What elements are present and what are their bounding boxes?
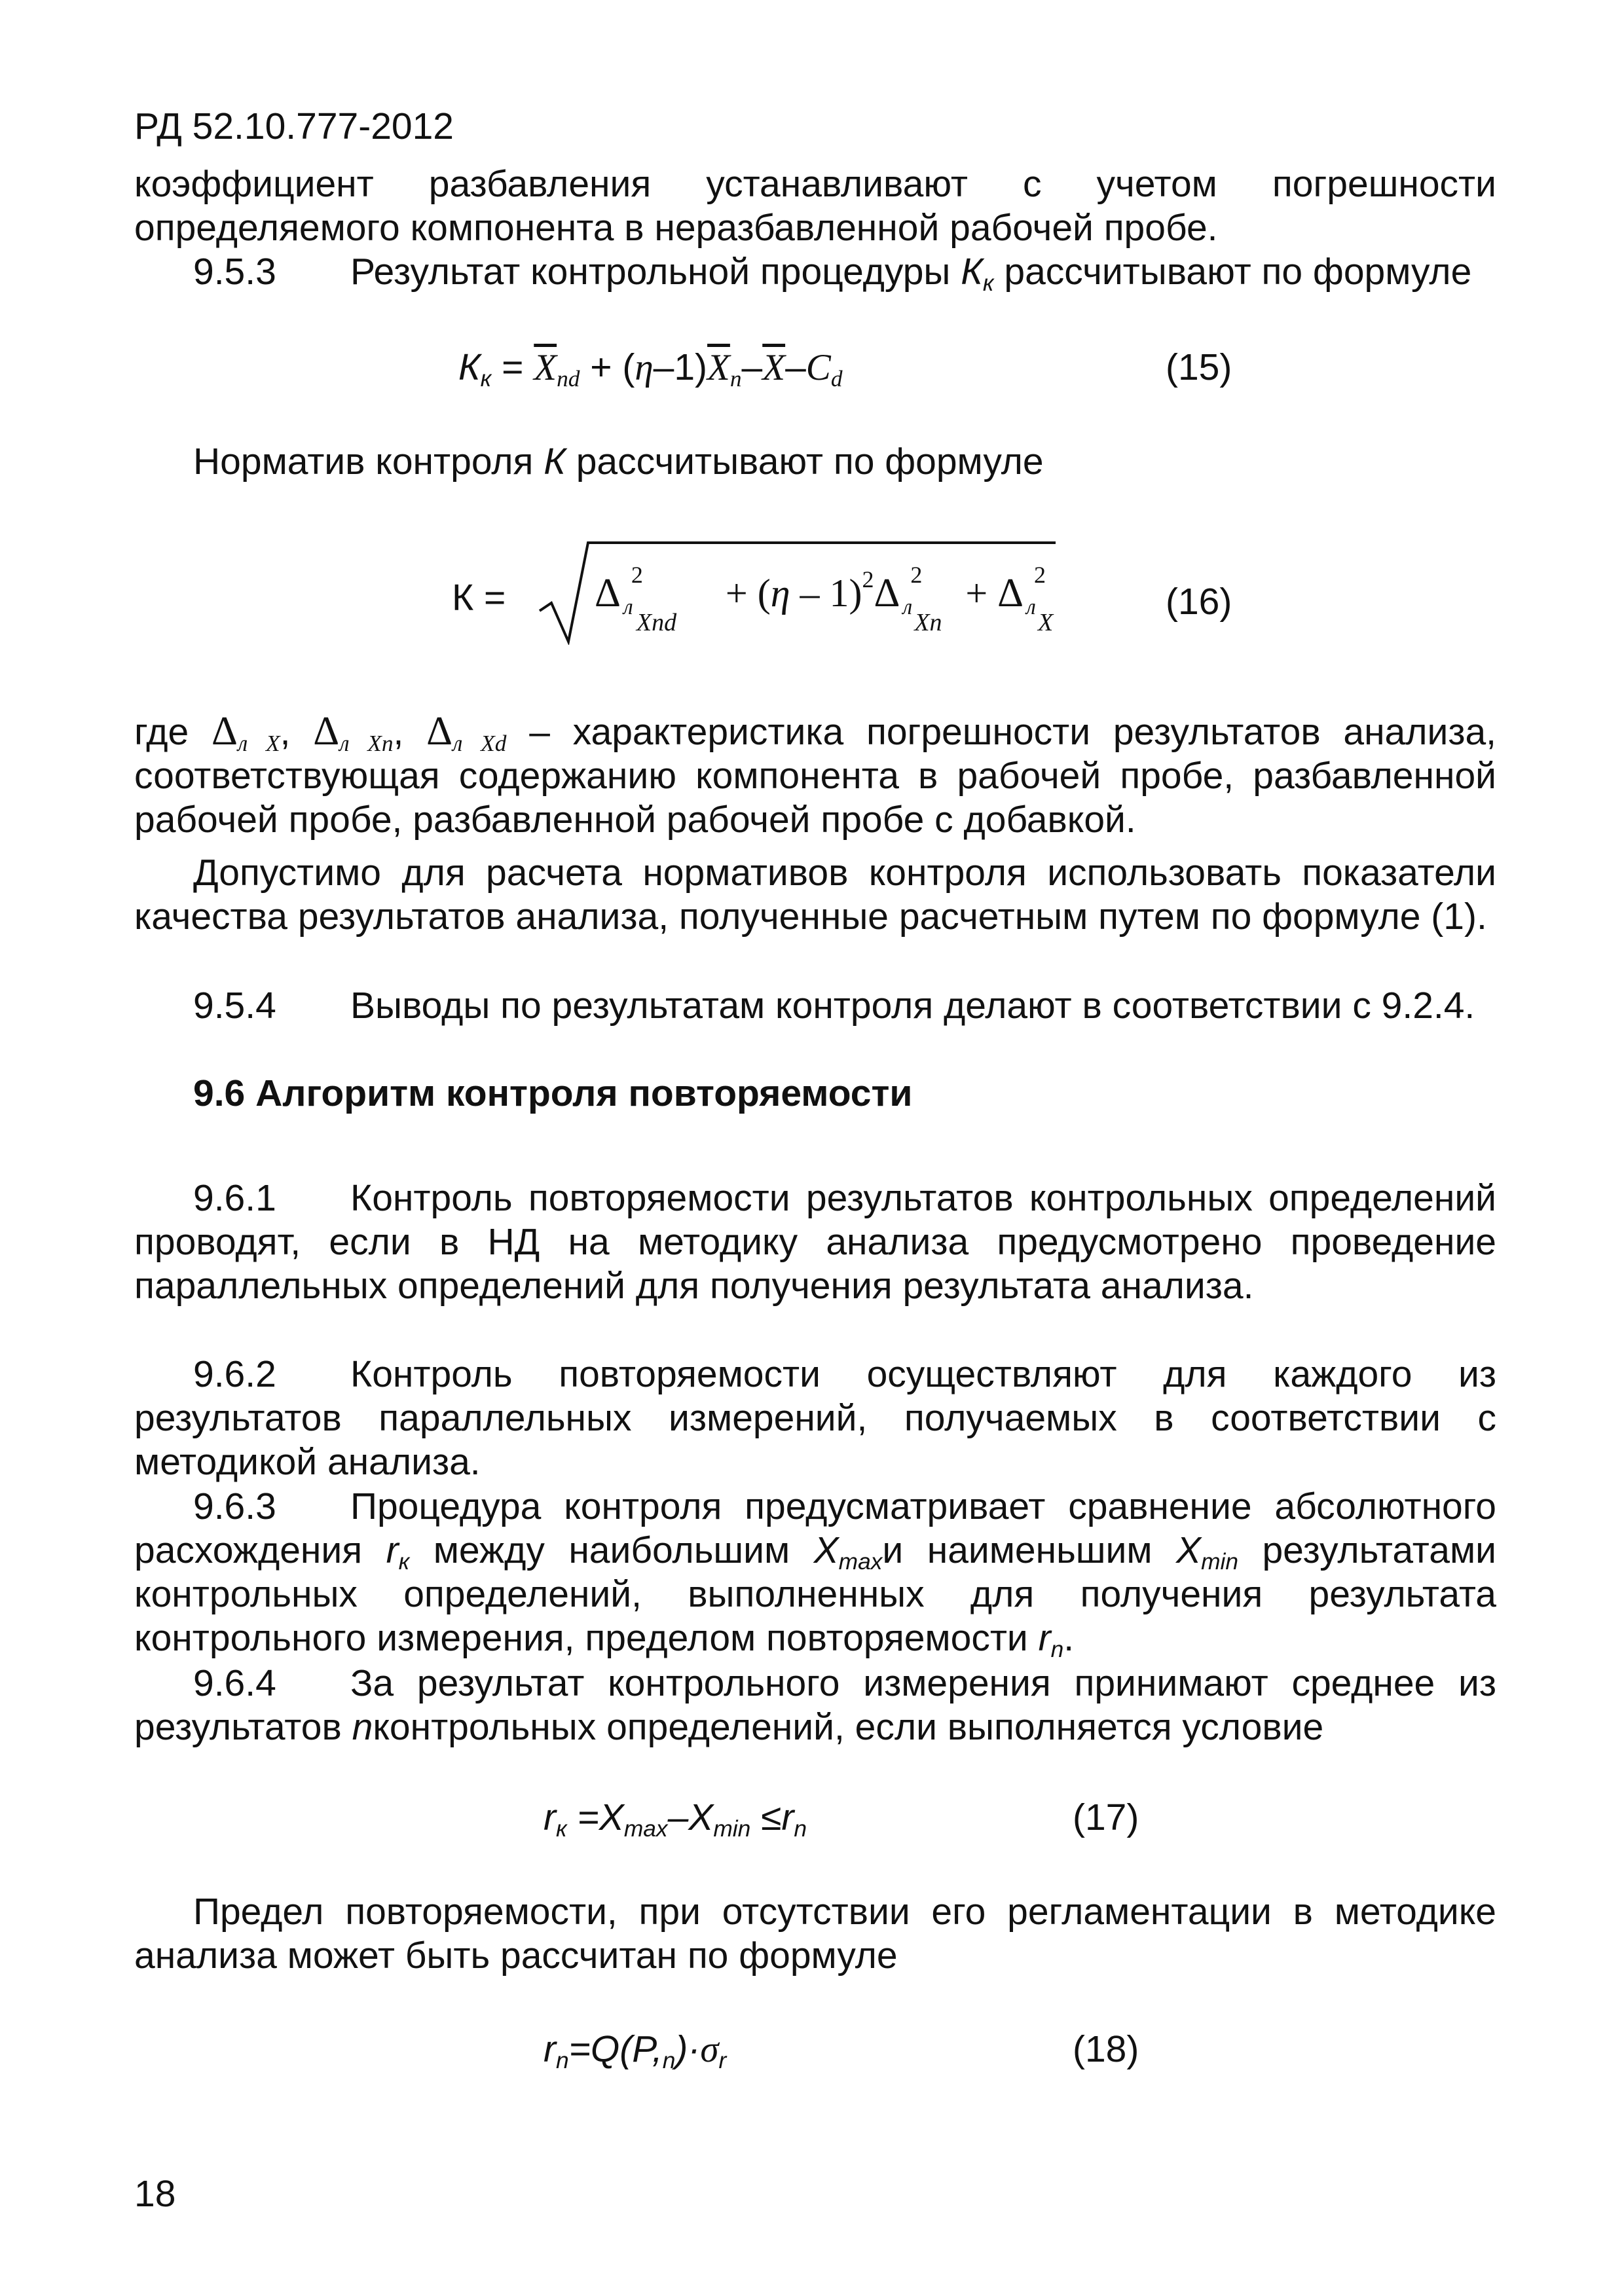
equation-15-number: (15) [1166,346,1232,388]
clause-number: 9.5.3 [193,251,276,293]
equation-17: $r_к =X_{max}-X_{min} \le r_n$ [544,1796,807,1842]
equation-16-number: (16) [1166,581,1232,623]
paragraph-9-5-4: 9.5.4 Выводы по результатам контроля делают в соответствии с 9.2.4. [193,985,1475,1027]
x-bar: $\overline{X}$ [534,347,557,388]
paragraph-allowed: Допустимо для расчета нормативов контроля использовать показатели качества результатов анализа, полученные расчетным путем по формуле (1). [134,852,1496,938]
paragraph-9-6-4: 9.6.4 За результат контрольного измерения принимают среднее из результатов nконтрольных определений, если выполняется условие [134,1662,1496,1748]
equation-18: $r_n=Q(P,_n)\cdot\sigma_r$ [544,2028,727,2073]
equation-18-number: (18) [1073,2028,1139,2070]
paragraph-9-6-3: 9.6.3 Процедура контроля предусматривает сравнение абсолютного расхождения $r_к$ между наибольшим $X_{max}и$ наименьшим $X_{min}$ результатами контрольных определений, выполненных для получения результата контрольного измерения, пределом повторяемости $r_n$. [134,1485,1496,1662]
section-heading-9-6: 9.6 Алгоритм контроля повторяемости [193,1072,913,1114]
paragraph-where: где $\Delta_{л X}$, $\Delta_{л Xn}$, $\Delta_{л Xd}$ – характеристика погрешности результатов анализа, соответствующая содержанию компонента в рабочей пробе, разбавленной рабочей пробе, разбавленной рабочей пробе с добавкой. [134,709,1497,841]
paragraph-dilution: коэффициент разбавления устанавливают с учетом погрешности определяемого компонента в неразбавленной рабочей пробе. [134,163,1496,249]
document-header: РД 52.10.777-2012 [134,105,454,147]
paragraph-norm: Норматив контроля К рассчитывают по формуле [193,441,1044,483]
paragraph-9-6-2: 9.6.2 Контроль повторяемости осуществляют для каждого из результатов параллельных измерений, получаемых в соответствии с методикой анализа. [134,1353,1496,1483]
paragraph-limit: Предел повторяемости, при отсутствии его регламентации в методике анализа может быть рассчитан по формуле [134,1891,1496,1977]
equation-16-lhs: К = [452,577,506,619]
equation-16-radicand: Δ л Xnd 2 + (η – 1)$^2$Δ л Xn 2 + Δ л X 2 [595,561,1054,636]
symbol-kk: $К_к$ [961,251,994,296]
equation-15: $К_к = \overline{X}_{nd} + (\eta-1)\overline{X}_n-\overline{X}-C_d$ [458,346,843,392]
equation-17-number: (17) [1073,1796,1139,1838]
page-number: 18 [134,2173,176,2215]
paragraph-9-5-3: 9.5.3 Результат контрольной процедуры $К_к$ рассчитывают по формуле [193,251,1472,296]
paragraph-9-6-1: 9.6.1 Контроль повторяемости результатов контрольных определений проводят, если в НД на методику анализа предусмотрено проведение параллельных определений для получения результата анализа. [134,1177,1496,1307]
